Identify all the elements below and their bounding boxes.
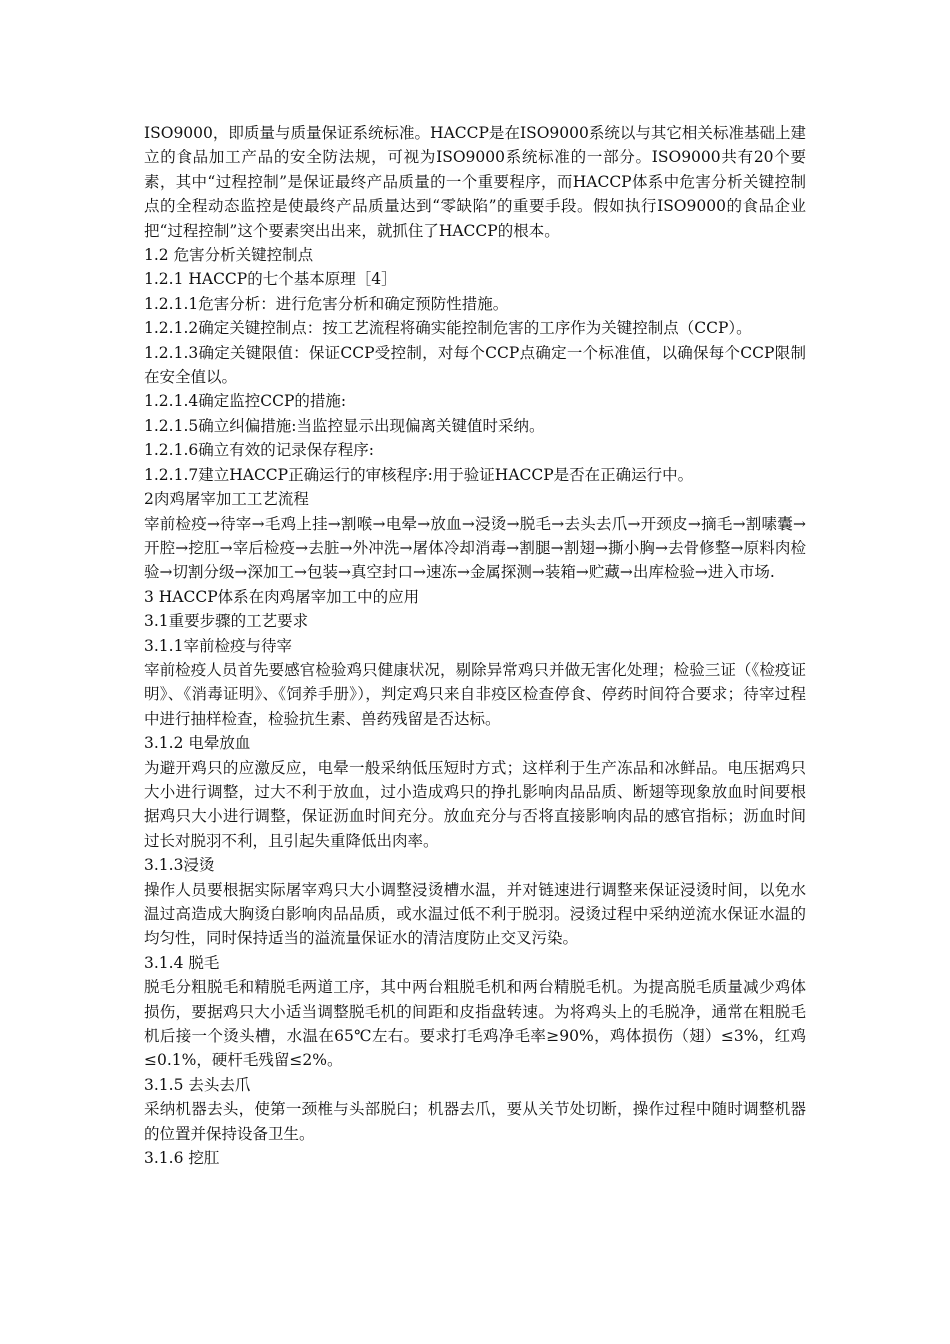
principle-5: 1.2.1.5确立纠偏措施:当监控显示出现偏离关键值时采纳。 — [144, 416, 545, 435]
principle-1: 1.2.1.1危害分析：进行危害分析和确定预防性措施。 — [144, 294, 509, 313]
section-3-1-4-heading: 3.1.4 脱毛 — [144, 953, 220, 972]
document-page — [144, 121, 806, 1170]
section-3-1-6-heading: 3.1.6 挖肛 — [144, 1149, 220, 1168]
section-3-1-3-heading: 3.1.3浸烫 — [144, 856, 215, 875]
section-1-2-1-heading: 1.2.1 HACCP的七个基本原理［4］ — [144, 270, 397, 289]
section-3-1-2-heading: 3.1.2 电晕放血 — [144, 734, 251, 753]
intro-paragraph: ISO9000，即质量与质量保证系统标准。HACCP是在ISO9000系统以与其它相关标准基础上建立的食品加工产品的安全防法规，可视为ISO9000系统标准的一部分。ISO9000共有20个要素，其中“过程控制”是保证最终产品质量的一个重要程序，而HACCP体系中危害分析关键控制点的全程动态监控是使最终产品质量达到“零缺陷”的重要手段。假如执行ISO9000的食品企业把“过程控制”这个要素突出出来，就抓住了HACCP的根本。 — [144, 124, 806, 240]
principle-3: 1.2.1.3确定关键限值：保证CCP受控制，对每个CCP点确定一个标准值，以确保每个CCP限制在安全值以。 — [144, 343, 806, 387]
principle-7: 1.2.1.7建立HACCP正确运行的审核程序:用于验证HACCP是否在正确运行中。 — [144, 465, 694, 484]
principle-2: 1.2.1.2确定关键控制点：按工艺流程将确实能控制危害的工序作为关键控制点（CCP）。 — [144, 319, 752, 338]
section-3-1-5-paragraph: 采纳机器去头，使第一颈椎与头部脱臼；机器去爪，要从关节处切断，操作过程中随时调整机器的位置并保持设备卫生。 — [144, 1100, 806, 1143]
section-1-2-heading: 1.2 危害分析关键控制点 — [144, 246, 314, 265]
section-3-heading: 3 HACCP体系在肉鸡屠宰加工中的应用 — [144, 587, 420, 606]
section-3-1-heading: 3.1重要步骤的工艺要求 — [144, 612, 309, 631]
section-3-1-2-paragraph: 为避开鸡只的应激反应，电晕一般采纳低压短时方式；这样利于生产冻品和冰鲜品。电压据鸡只大小进行调整，过大不利于放血，过小造成鸡只的挣扎影响肉品品质、断翅等现象放血时间要根据鸡只大小进行调整，保证沥血时间充分。放血充分与否将直接影响肉品的感官指标；沥血时间过长对脱羽不利，且引起失重降低出肉率。 — [144, 758, 806, 850]
section-3-1-1-heading: 3.1.1宰前检疫与待宰 — [144, 636, 292, 655]
principle-4: 1.2.1.4确定监控CCP的措施: — [144, 392, 347, 411]
section-2-heading: 2肉鸡屠宰加工工艺流程 — [144, 490, 309, 509]
section-3-1-3-paragraph: 操作人员要根据实际屠宰鸡只大小调整浸烫槽水温，并对链速进行调整来保证浸烫时间，以免水温过高造成大胸烫白影响肉品品质，或水温过低不利于脱羽。浸烫过程中采纳逆流水保证水温的均匀性，同时保持适当的溢流量保证水的清洁度防止交叉污染。 — [144, 880, 806, 948]
section-3-1-5-heading: 3.1.5 去头去爪 — [144, 1075, 251, 1094]
principle-6: 1.2.1.6确立有效的记录保存程序: — [144, 441, 374, 460]
section-3-1-4-paragraph: 脱毛分粗脱毛和精脱毛两道工序，其中两台粗脱毛机和两台精脱毛机。为提高脱毛质量减少鸡体损伤，要据鸡只大小适当调整脱毛机的间距和皮指盘转速。为将鸡头上的毛脱净，通常在粗脱毛机后接一个烫头槽，水温在65℃左右。要求打毛鸡净毛率≥90%，鸡体损伤（翅）≤3%，红鸡≤0.1%，硬杆毛残留≤2%。 — [144, 978, 806, 1070]
process-flow-paragraph: 宰前检疫→待宰→毛鸡上挂→割喉→电晕→放血→浸烫→脱毛→去头去爪→开颈皮→摘毛→割嗉囊→开腔→挖肛→宰后检疫→去脏→外冲洗→屠体冷却消毒→割腿→割翅→撕小胸→去骨修整→原料肉检验→切割分级→深加工→包装→真空封口→速冻→金属探测→装箱→贮藏→出库检验→进入市场. — [144, 514, 806, 582]
section-3-1-1-paragraph: 宰前检疫人员首先要感官检验鸡只健康状况，剔除异常鸡只并做无害化处理；检验三证（《检疫证明》、《消毒证明》、《饲养手册》），判定鸡只来自非疫区检查停食、停药时间符合要求；待宰过程中进行抽样检查，检验抗生素、兽药残留是否达标。 — [144, 660, 806, 728]
